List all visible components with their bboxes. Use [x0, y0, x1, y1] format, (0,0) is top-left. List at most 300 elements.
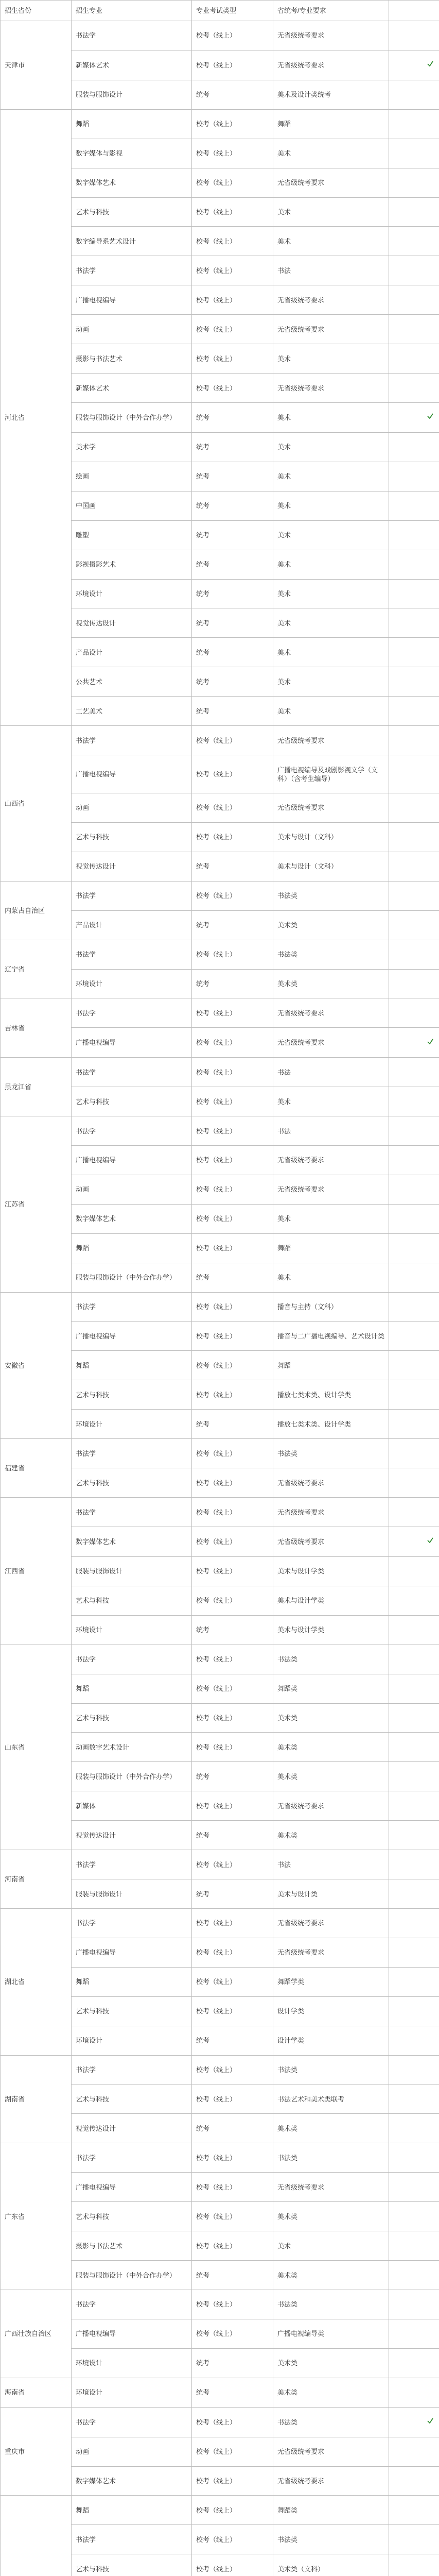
requirement-cell: 舞蹈: [273, 1233, 389, 1263]
exam-type-cell: 校考（线上）: [192, 940, 273, 969]
exam-type-cell: 校考（线上）: [192, 2437, 273, 2466]
exam-type-cell: 统考: [192, 2261, 273, 2290]
major-cell: 书法学: [72, 940, 192, 969]
major-cell: 广播电视编导: [72, 1321, 192, 1351]
table-row: [1, 2378, 439, 2407]
extra-cell: [389, 1292, 439, 1321]
exam-type-cell: 校考（线上）: [192, 1645, 273, 1674]
major-cell: 艺术与科技: [72, 1703, 192, 1733]
major-cell: 书法学: [72, 1439, 192, 1468]
exam-type-cell: 统考: [192, 1410, 273, 1439]
major-cell: 书法学: [72, 1292, 192, 1321]
requirement-cell: 美术与设计（文科）: [273, 822, 389, 852]
major-cell: 视觉传达设计: [72, 1821, 192, 1850]
extra-cell: [389, 1527, 439, 1557]
requirement-cell: 美术类: [273, 1733, 389, 1762]
requirement-cell: 无省级统考要求: [273, 2173, 389, 2202]
checkmark-icon: [427, 60, 434, 67]
major-cell: 艺术与科技: [72, 1087, 192, 1116]
exam-type-cell: 校考（线上）: [192, 197, 273, 227]
exam-type-cell: 校考（线上）: [192, 109, 273, 139]
major-cell: 舞蹈: [72, 1351, 192, 1380]
major-cell: 视觉传达设计: [72, 2114, 192, 2143]
major-cell: 产品设计: [72, 910, 192, 940]
extra-cell: [389, 1439, 439, 1468]
major-cell: 广播电视编导: [72, 2319, 192, 2348]
exam-type-cell: 统考: [192, 579, 273, 608]
major-cell: 服装与服饰设计（中外合作办学）: [72, 2261, 192, 2290]
requirement-cell: 无省级统考要求: [273, 2437, 389, 2466]
exam-type-cell: 校考（线上）: [192, 21, 273, 50]
requirement-cell: 美术: [273, 667, 389, 697]
table-row: [1, 2055, 439, 2084]
table-body: [1, 21, 439, 2576]
major-cell: 环境设计: [72, 2378, 192, 2407]
major-cell: 服装与服饰设计（中外合作办学）: [72, 1762, 192, 1791]
extra-cell: [389, 256, 439, 285]
exam-type-cell: 统考: [192, 520, 273, 550]
extra-cell: [389, 608, 439, 638]
major-cell: 雕塑: [72, 520, 192, 550]
header-exam-type: 专业考试类型: [192, 1, 273, 21]
major-cell: 环境设计: [72, 1615, 192, 1645]
table-row: [1, 1498, 439, 1527]
requirement-cell: 无省级统考要求: [273, 998, 389, 1028]
requirement-cell: 美术: [273, 550, 389, 579]
major-cell: 数字媒体艺术: [72, 168, 192, 197]
extra-cell: [389, 755, 439, 793]
major-cell: 数字媒体艺术: [72, 1527, 192, 1557]
requirement-cell: 美术: [273, 579, 389, 608]
exam-type-cell: 校考（线上）: [192, 2290, 273, 2319]
requirement-cell: 美术类: [273, 1821, 389, 1850]
requirement-cell: 书法类: [273, 1645, 389, 1674]
major-cell: 服装与服饰设计: [72, 1879, 192, 1909]
major-cell: 艺术与科技: [72, 2202, 192, 2231]
major-cell: 艺术与科技: [72, 2554, 192, 2576]
major-cell: 摄影与书法艺术: [72, 344, 192, 374]
province-cell: 山东省: [1, 1645, 72, 1850]
extra-cell: [389, 1204, 439, 1233]
province-cell: 湖北省: [1, 1909, 72, 2056]
extra-cell: [389, 227, 439, 256]
major-cell: 绘画: [72, 462, 192, 491]
extra-cell: [389, 462, 439, 491]
extra-cell: [389, 139, 439, 168]
extra-cell: [389, 822, 439, 852]
requirement-cell: 无省级统考要求: [273, 2466, 389, 2496]
extra-cell: [389, 1703, 439, 1733]
requirement-cell: 舞蹈: [273, 109, 389, 139]
requirement-cell: 无省级统考要求: [273, 793, 389, 822]
exam-type-cell: 校考（线上）: [192, 1204, 273, 1233]
province-cell: 山西省: [1, 726, 72, 882]
province-cell: 福建省: [1, 1439, 72, 1498]
extra-cell: [389, 402, 439, 432]
requirement-cell: 无省级统考要求: [273, 1527, 389, 1557]
extra-cell: [389, 1175, 439, 1204]
table-row: [1, 1645, 439, 1674]
extra-cell: [389, 491, 439, 520]
exam-type-cell: 校考（线上）: [192, 1527, 273, 1557]
extra-cell: [389, 1468, 439, 1498]
requirement-cell: 美术类: [273, 2202, 389, 2231]
header-requirement: 省统考/专业要求: [273, 1, 389, 21]
requirement-cell: 美术: [273, 697, 389, 726]
exam-type-cell: 统考: [192, 402, 273, 432]
exam-type-cell: 校考（线上）: [192, 1556, 273, 1586]
extra-cell: [389, 2437, 439, 2466]
extra-cell: [389, 1498, 439, 1527]
major-cell: 舞蹈: [72, 1233, 192, 1263]
requirement-cell: 无省级统考要求: [273, 1146, 389, 1175]
major-cell: 数字媒体艺术: [72, 1204, 192, 1233]
requirement-cell: 设计学类: [273, 1996, 389, 2026]
major-cell: 舞蹈: [72, 1967, 192, 1996]
major-cell: 环境设计: [72, 2026, 192, 2055]
extra-cell: [389, 2348, 439, 2378]
major-cell: 广播电视编导: [72, 755, 192, 793]
requirement-cell: 美术类: [273, 969, 389, 998]
exam-type-cell: 校考（线上）: [192, 998, 273, 1028]
major-cell: 数字媒体与影视: [72, 139, 192, 168]
major-cell: 书法学: [72, 881, 192, 910]
requirement-cell: 设计学类: [273, 2026, 389, 2055]
table-row: [1, 998, 439, 1028]
exam-type-cell: 校考（线上）: [192, 1087, 273, 1116]
major-cell: 书法学: [72, 726, 192, 755]
exam-type-cell: 校考（线上）: [192, 315, 273, 344]
requirement-cell: 美术与设计学类: [273, 1556, 389, 1586]
extra-cell: [389, 550, 439, 579]
requirement-cell: 书法: [273, 256, 389, 285]
major-cell: 公共艺术: [72, 667, 192, 697]
extra-cell: [389, 2319, 439, 2348]
exam-type-cell: 统考: [192, 910, 273, 940]
exam-type-cell: 统考: [192, 80, 273, 109]
exam-type-cell: 校考（线上）: [192, 1967, 273, 1996]
extra-cell: [389, 910, 439, 940]
extra-cell: [389, 1967, 439, 1996]
exam-type-cell: 统考: [192, 1762, 273, 1791]
extra-cell: [389, 2173, 439, 2202]
extra-cell: [389, 697, 439, 726]
extra-cell: [389, 1909, 439, 1938]
exam-type-cell: 校考（线上）: [192, 1146, 273, 1175]
requirement-cell: 美术: [273, 520, 389, 550]
requirement-cell: 无省级统考要求: [273, 1175, 389, 1204]
exam-type-cell: 校考（线上）: [192, 168, 273, 197]
exam-type-cell: 校考（线上）: [192, 793, 273, 822]
major-cell: 服装与服饰设计（中外合作办学）: [72, 1263, 192, 1292]
exam-type-cell: 统考: [192, 2378, 273, 2407]
extra-cell: [389, 1351, 439, 1380]
extra-cell: [389, 881, 439, 910]
extra-cell: [389, 2143, 439, 2173]
extra-cell: [389, 2466, 439, 2496]
extra-cell: [389, 2084, 439, 2114]
table-row: [1, 1439, 439, 1468]
major-cell: 书法学: [72, 1645, 192, 1674]
exam-type-cell: 统考: [192, 852, 273, 881]
requirement-cell: 美术与设计学类: [273, 1586, 389, 1615]
requirement-cell: 美术及设计类统考: [273, 80, 389, 109]
table-row: [1, 109, 439, 139]
major-cell: 产品设计: [72, 638, 192, 667]
requirement-cell: 书法类: [273, 1439, 389, 1468]
exam-type-cell: 校考（线上）: [192, 2407, 273, 2437]
province-cell: [1, 2496, 72, 2576]
exam-type-cell: 校考（线上）: [192, 1321, 273, 1351]
requirement-cell: 美术类（文科）: [273, 2554, 389, 2576]
exam-type-cell: 校考（线上）: [192, 2202, 273, 2231]
extra-cell: [389, 2231, 439, 2261]
exam-type-cell: 统考: [192, 2026, 273, 2055]
requirement-cell: 无省级统考要求: [273, 21, 389, 50]
extra-cell: [389, 1850, 439, 1879]
major-cell: 新媒体: [72, 1791, 192, 1821]
exam-type-cell: 校考（线上）: [192, 1292, 273, 1321]
extra-cell: [389, 374, 439, 403]
major-cell: 广播电视编导: [72, 285, 192, 315]
exam-type-cell: 统考: [192, 1615, 273, 1645]
table-row: [1, 1116, 439, 1146]
requirement-cell: 无省级统考要求: [273, 1468, 389, 1498]
exam-type-cell: 统考: [192, 1879, 273, 1909]
checkmark-icon: [427, 413, 434, 420]
exam-type-cell: 校考（线上）: [192, 2055, 273, 2084]
extra-cell: [389, 969, 439, 998]
table-row: [1, 2407, 439, 2437]
extra-cell: [389, 1645, 439, 1674]
header-major: 招生专业: [72, 1, 192, 21]
requirement-cell: 美术与设计学类: [273, 1615, 389, 1645]
table-header-row: [1, 1, 439, 21]
extra-cell: [389, 1233, 439, 1263]
exam-type-cell: 校考（线上）: [192, 1674, 273, 1703]
major-cell: 广播电视编导: [72, 1146, 192, 1175]
exam-type-cell: 统考: [192, 432, 273, 462]
extra-cell: [389, 2407, 439, 2437]
requirement-cell: 舞蹈类: [273, 2496, 389, 2525]
major-cell: 艺术与科技: [72, 1586, 192, 1615]
requirement-cell: 书法: [273, 1850, 389, 1879]
extra-cell: [389, 1938, 439, 1967]
extra-cell: [389, 2290, 439, 2319]
major-cell: 广播电视编导: [72, 1028, 192, 1058]
requirement-cell: 无省级统考要求: [273, 726, 389, 755]
extra-cell: [389, 168, 439, 197]
requirement-cell: 无省级统考要求: [273, 1938, 389, 1967]
exam-type-cell: 校考（线上）: [192, 1586, 273, 1615]
extra-cell: [389, 793, 439, 822]
extra-cell: [389, 940, 439, 969]
major-cell: 服装与服饰设计（中外合作办学）: [72, 402, 192, 432]
extra-cell: [389, 2378, 439, 2407]
exam-type-cell: 校考（线上）: [192, 755, 273, 793]
requirement-cell: 书法类: [273, 881, 389, 910]
major-cell: 美术学: [72, 432, 192, 462]
requirement-cell: 无省级统考要求: [273, 374, 389, 403]
exam-type-cell: 校考（线上）: [192, 285, 273, 315]
extra-cell: [389, 1028, 439, 1058]
extra-cell: [389, 197, 439, 227]
major-cell: 服装与服饰设计: [72, 1556, 192, 1586]
major-cell: 中国画: [72, 491, 192, 520]
major-cell: 艺术与科技: [72, 2084, 192, 2114]
province-cell: 海南省: [1, 2378, 72, 2407]
exam-type-cell: 校考（线上）: [192, 1439, 273, 1468]
exam-type-cell: 校考（线上）: [192, 374, 273, 403]
major-cell: 书法学: [72, 21, 192, 50]
extra-cell: [389, 1586, 439, 1615]
requirement-cell: 舞蹈: [273, 1351, 389, 1380]
major-cell: 数字媒体艺术: [72, 2466, 192, 2496]
exam-type-cell: 统考: [192, 2348, 273, 2378]
exam-type-cell: 校考（线上）: [192, 1351, 273, 1380]
requirement-cell: 美术: [273, 432, 389, 462]
requirement-cell: 播音与主持（文科）: [273, 1292, 389, 1321]
major-cell: 动画数字艺术设计: [72, 1733, 192, 1762]
requirement-cell: 书法: [273, 1058, 389, 1087]
requirement-cell: 美术: [273, 1263, 389, 1292]
major-cell: 书法学: [72, 2290, 192, 2319]
requirement-cell: 美术: [273, 227, 389, 256]
requirement-cell: 书法类: [273, 2290, 389, 2319]
extra-cell: [389, 1410, 439, 1439]
requirement-cell: 美术类: [273, 2378, 389, 2407]
requirement-cell: 美术与设计（文科）: [273, 852, 389, 881]
requirement-cell: 播放七类术类、设计学类: [273, 1380, 389, 1410]
province-cell: 天津市: [1, 21, 72, 110]
exam-type-cell: 校考（线上）: [192, 2496, 273, 2525]
extra-cell: [389, 2026, 439, 2055]
requirement-cell: 美术类: [273, 2261, 389, 2290]
extra-cell: [389, 1821, 439, 1850]
requirement-cell: 美术与设计类: [273, 1879, 389, 1909]
extra-cell: [389, 520, 439, 550]
exam-type-cell: 校考（线上）: [192, 2554, 273, 2576]
exam-type-cell: 统考: [192, 462, 273, 491]
exam-type-cell: 校考（线上）: [192, 1116, 273, 1146]
major-cell: 动画: [72, 315, 192, 344]
exam-type-cell: 校考（线上）: [192, 2173, 273, 2202]
province-cell: 江苏省: [1, 1116, 72, 1293]
extra-cell: [389, 1879, 439, 1909]
province-cell: 重庆市: [1, 2407, 72, 2496]
major-cell: 艺术与科技: [72, 1468, 192, 1498]
major-cell: 动画: [72, 2437, 192, 2466]
extra-cell: [389, 21, 439, 50]
exam-type-cell: 统考: [192, 697, 273, 726]
extra-cell: [389, 2525, 439, 2554]
requirement-cell: 美术: [273, 491, 389, 520]
extra-cell: [389, 638, 439, 667]
exam-type-cell: 校考（线上）: [192, 1498, 273, 1527]
province-cell: 内蒙古自治区: [1, 881, 72, 940]
major-cell: 广播电视编导: [72, 2173, 192, 2202]
table-row: [1, 2496, 439, 2525]
exam-type-cell: 校考（线上）: [192, 1733, 273, 1762]
exam-type-cell: 统考: [192, 2114, 273, 2143]
major-cell: 书法学: [72, 1498, 192, 1527]
requirement-cell: 美术类: [273, 2348, 389, 2378]
province-cell: 吉林省: [1, 998, 72, 1058]
major-cell: 新媒体艺术: [72, 50, 192, 80]
major-cell: 工艺美术: [72, 697, 192, 726]
exam-type-cell: 校考（线上）: [192, 1938, 273, 1967]
extra-cell: [389, 432, 439, 462]
exam-type-cell: 校考（线上）: [192, 2525, 273, 2554]
exam-type-cell: 统考: [192, 550, 273, 579]
requirement-cell: 书法艺术和美术类联考: [273, 2084, 389, 2114]
requirement-cell: 书法类: [273, 2525, 389, 2554]
extra-cell: [389, 344, 439, 374]
province-cell: 广西壮族自治区: [1, 2290, 72, 2378]
extra-cell: [389, 726, 439, 755]
exam-type-cell: 校考（线上）: [192, 2231, 273, 2261]
exam-type-cell: 统考: [192, 1821, 273, 1850]
extra-cell: [389, 998, 439, 1028]
extra-cell: [389, 1762, 439, 1791]
checkmark-icon: [427, 2417, 434, 2425]
exam-type-cell: 校考（线上）: [192, 139, 273, 168]
major-cell: 环境设计: [72, 2348, 192, 2378]
major-cell: 艺术与科技: [72, 1380, 192, 1410]
extra-cell: [389, 1146, 439, 1175]
requirement-cell: 美术: [273, 2231, 389, 2261]
requirement-cell: 无省级统考要求: [273, 1028, 389, 1058]
requirement-cell: 广播电视编导及戏剧影视文学（文科）（含考生编导）: [273, 755, 389, 793]
requirement-cell: 舞蹈学类: [273, 1967, 389, 1996]
major-cell: 动画: [72, 1175, 192, 1204]
table-row: [1, 1058, 439, 1087]
extra-cell: [389, 50, 439, 80]
exam-type-cell: 校考（线上）: [192, 2319, 273, 2348]
exam-type-cell: 校考（线上）: [192, 1380, 273, 1410]
requirement-cell: 书法类: [273, 2407, 389, 2437]
exam-type-cell: 统考: [192, 491, 273, 520]
major-cell: 艺术与科技: [72, 822, 192, 852]
major-cell: 书法学: [72, 2143, 192, 2173]
province-cell: 河南省: [1, 1850, 72, 1909]
major-cell: 视觉传达设计: [72, 852, 192, 881]
requirement-cell: 舞蹈类: [273, 1674, 389, 1703]
extra-cell: [389, 1380, 439, 1410]
major-cell: 动画: [72, 793, 192, 822]
requirement-cell: 无省级统考要求: [273, 1909, 389, 1938]
province-cell: 江西省: [1, 1498, 72, 1645]
major-cell: 书法学: [72, 1116, 192, 1146]
major-cell: 书法学: [72, 1909, 192, 1938]
table-row: [1, 1850, 439, 1879]
requirement-cell: 美术: [273, 1087, 389, 1116]
requirement-cell: 无省级统考要求: [273, 168, 389, 197]
exam-type-cell: 校考（线上）: [192, 726, 273, 755]
extra-cell: [389, 579, 439, 608]
table-row: [1, 1909, 439, 1938]
exam-type-cell: 校考（线上）: [192, 1703, 273, 1733]
extra-cell: [389, 1996, 439, 2026]
major-cell: 新媒体艺术: [72, 374, 192, 403]
requirement-cell: 美术: [273, 197, 389, 227]
exam-type-cell: 校考（线上）: [192, 1791, 273, 1821]
major-cell: 书法学: [72, 998, 192, 1028]
requirement-cell: 美术: [273, 402, 389, 432]
requirement-cell: 美术类: [273, 910, 389, 940]
table-row: [1, 1292, 439, 1321]
requirement-cell: 美术: [273, 139, 389, 168]
